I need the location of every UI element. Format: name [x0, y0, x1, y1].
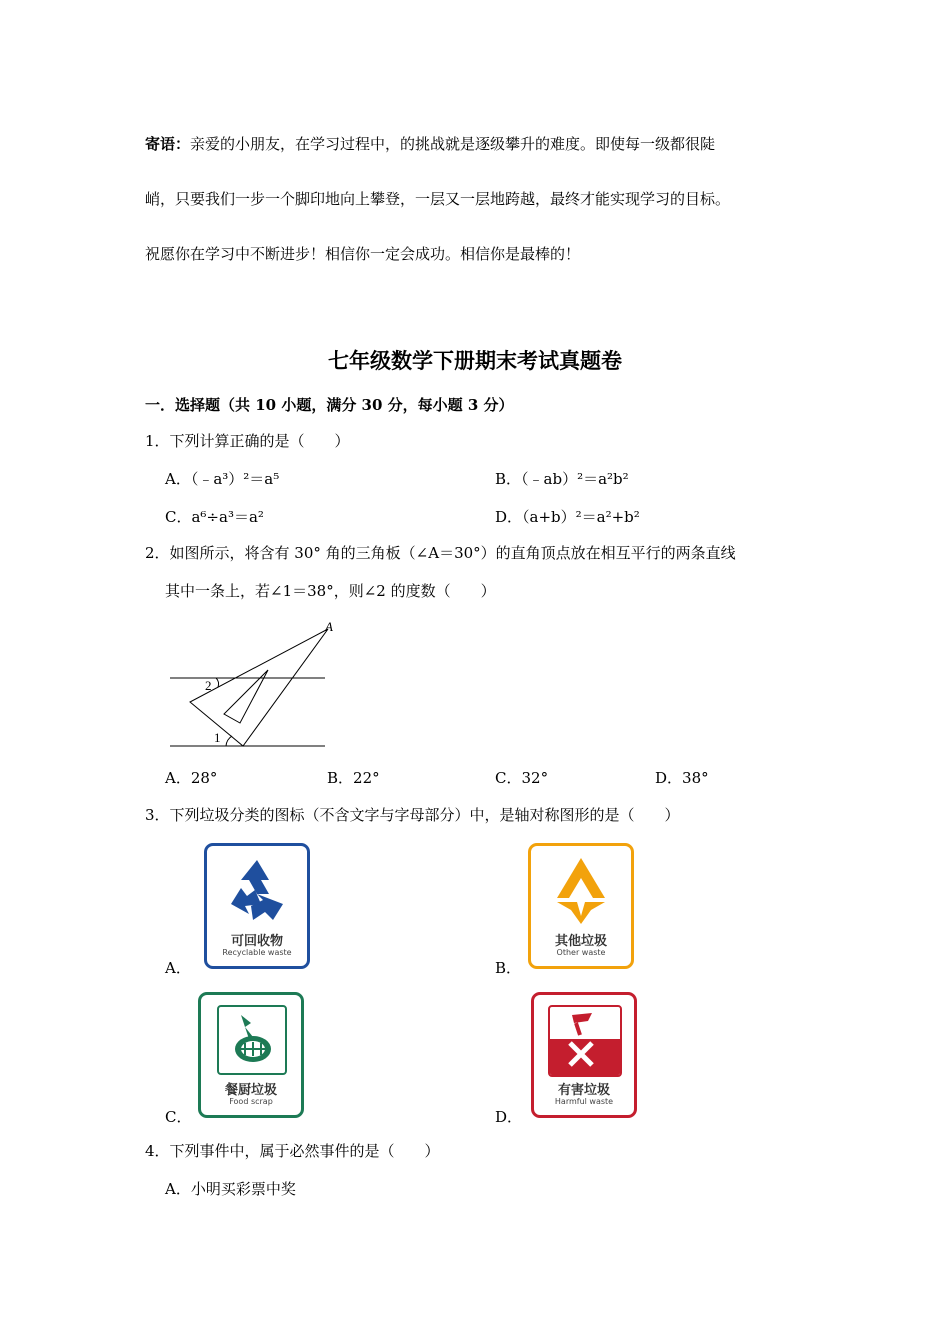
q2-stem-line-2: 其中一条上，若∠1＝38°，则∠2 的度数（ ） [165, 582, 496, 600]
q2-option-a: A．28° [165, 769, 218, 787]
intro-label: 寄语： [145, 135, 191, 153]
recycle-arrows-icon [221, 854, 293, 926]
q3-stem: 3．下列垃圾分类的图标（不含文字与字母部分）中，是轴对称图形的是（ ） [145, 806, 680, 824]
other-waste-symbol-icon [549, 854, 613, 926]
q3-option-c-label: C． [165, 1108, 192, 1126]
page-title: 七年级数学下册期末考试真题卷 [328, 348, 622, 373]
icon-d-zh: 有害垃圾 [557, 1083, 610, 1098]
icon-a-zh: 可回收物 [230, 934, 283, 949]
food-scrap-icon [198, 992, 304, 1118]
icon-c-zh: 餐厨垃圾 [224, 1083, 277, 1098]
q2-option-b: B．22° [327, 769, 380, 787]
icon-a-en: Recyclable waste [222, 948, 292, 957]
q2-option-d: D．38° [655, 769, 709, 787]
q1-option-b: B．（﹣ab）²＝a²b² [495, 470, 629, 488]
q1-option-a: A．（﹣a³）²＝a⁵ [165, 470, 280, 488]
intro-line-1 [145, 133, 715, 154]
harmful-waste-icon [531, 992, 637, 1118]
recyclable-waste-icon [204, 843, 310, 969]
q2-figure [160, 615, 360, 755]
q3-option-d-label: D． [495, 1108, 523, 1126]
fish-bone-icon [223, 1009, 281, 1069]
angle-2-arc [216, 678, 219, 687]
q1-option-c: C．a⁶÷a³＝a² [165, 508, 264, 526]
q2-stem-line-1: 2．如图所示，将含有 30° 角的三角板（∠A＝30°）的直角顶点放在相互平行的两条直线 [145, 544, 736, 562]
q1-stem: 1．下列计算正确的是（ ） [145, 432, 350, 450]
icon-c-en: Food scrap [229, 1097, 273, 1106]
icon-b-zh: 其他垃圾 [554, 934, 607, 949]
angle-2-label: 2 [205, 678, 212, 693]
section-heading: 一．选择题（共 10 小题，满分 30 分，每小题 3 分） [145, 396, 514, 414]
intro-line-3: 祝愿你在学习中不断进步！相信你一定会成功。相信你是最棒的！ [145, 245, 581, 263]
vertex-a-label: A [325, 619, 333, 634]
intro-line-2: 峭，只要我们一步一个脚印地向上攀登，一层又一层地跨越，最终才能实现学习的目标。 [145, 190, 731, 208]
other-waste-icon [528, 843, 634, 969]
icon-d-en: Harmful waste [554, 1097, 614, 1106]
q2-option-c: C．32° [495, 769, 549, 787]
angle-1-arc [226, 736, 232, 746]
q4-stem: 4．下列事件中，属于必然事件的是（ ） [145, 1142, 440, 1160]
broken-bulb-icon [562, 1009, 606, 1069]
intro-text-1: 亲爱的小朋友，在学习过程中，的挑战就是逐级攀升的难度。即使每一级都很陡 [190, 135, 716, 153]
icon-b-en: Other waste [556, 948, 606, 957]
q3-option-b-label: B． [495, 959, 522, 977]
q4-option-a: A．小明买彩票中奖 [165, 1180, 296, 1198]
q3-option-a-label: A． [165, 959, 191, 977]
q1-option-d: D．（a+b）²＝a²+b² [495, 508, 640, 526]
angle-1-label: 1 [214, 730, 221, 745]
